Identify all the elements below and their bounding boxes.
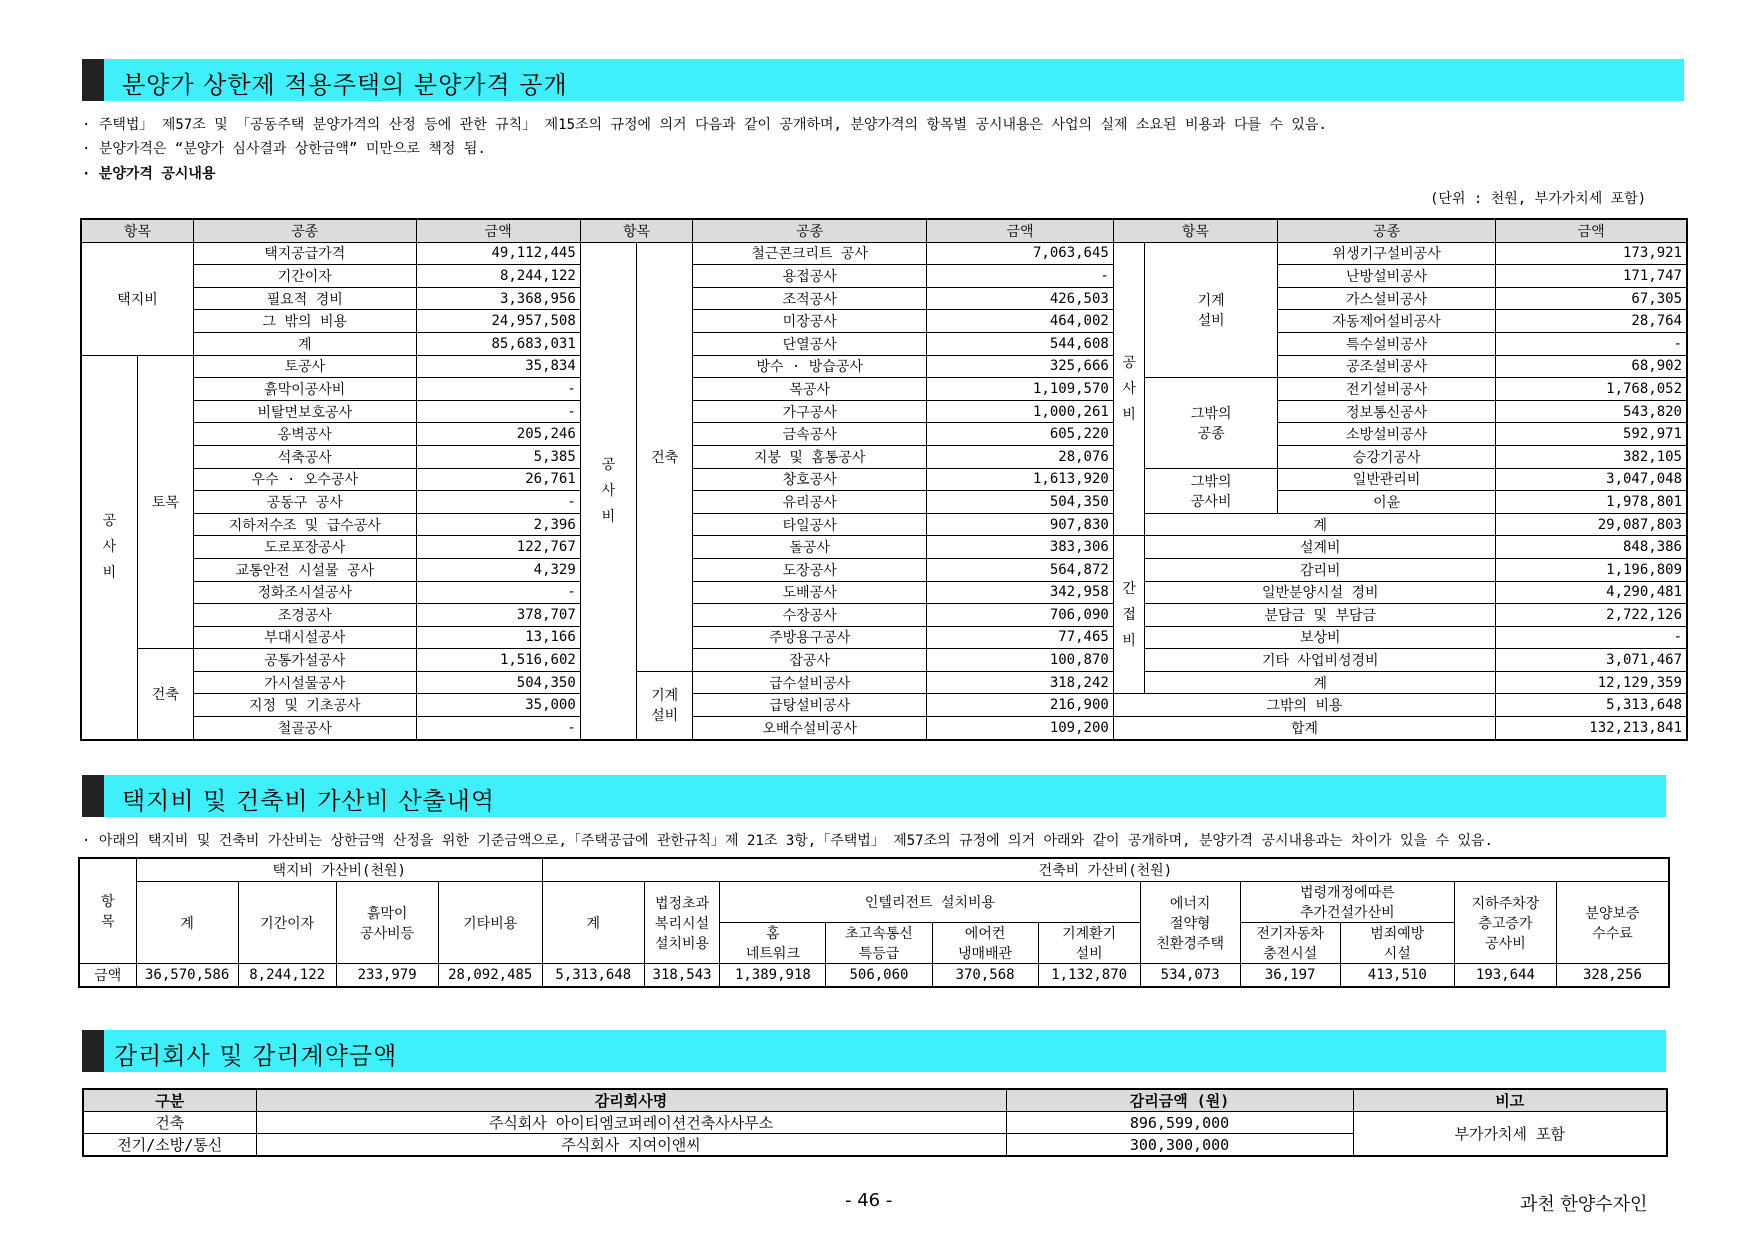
- work-name: 토공사: [193, 355, 416, 378]
- note-line: · 주택법」 제57조 및 「공동주택 분양가격의 산정 등에 관한 규칙」 제15조의 규정에 의거 다음과 같이 공개하며, 분양가격의 항목별 공시내용은 사업의 실제 소요된 비용과 다를 수 있음.: [82, 117, 1327, 133]
- group-civil: 토목: [137, 355, 193, 649]
- work-name: 흙막이공사비: [193, 378, 416, 401]
- t3-remark: 부가가치세 포함: [1353, 1112, 1667, 1157]
- grand-total-label: 합계: [1113, 717, 1495, 740]
- t3-company: 주식회사 지여이앤씨: [256, 1134, 1006, 1157]
- amount-value: 67,305: [1496, 287, 1687, 310]
- work-name: 지하저수조 및 급수공사: [193, 513, 416, 536]
- amount-value: 426,503: [927, 287, 1114, 310]
- amount-value: 1,978,801: [1496, 491, 1687, 514]
- supervision-table: [82, 1088, 1668, 1157]
- work-name: 보상비: [1145, 626, 1496, 649]
- amount-value: 85,683,031: [416, 332, 580, 355]
- amount-value: 543,820: [1496, 400, 1687, 423]
- t2-value: 506,060: [826, 964, 932, 988]
- amount-value: 2,722,126: [1496, 604, 1687, 627]
- work-name: 계: [193, 332, 416, 355]
- amount-value: 544,608: [927, 332, 1114, 355]
- amount-value: 1,516,602: [416, 649, 580, 672]
- amount-value: 706,090: [927, 604, 1114, 627]
- work-name: 승강기공사: [1278, 445, 1496, 468]
- section-mark: [82, 775, 104, 817]
- t2-value: 1,389,918: [720, 964, 826, 988]
- amount-value: 1,613,920: [927, 468, 1114, 491]
- work-name: 공동구 공사: [193, 491, 416, 514]
- amount-value: 3,368,956: [416, 287, 580, 310]
- work-name: 난방설비공사: [1278, 265, 1496, 288]
- amount-value: -: [416, 491, 580, 514]
- work-name: 돌공사: [693, 536, 927, 559]
- amount-value: 205,246: [416, 423, 580, 446]
- section-title-bar-additional: [82, 775, 1666, 817]
- work-name: 기타 사업비성경비: [1145, 649, 1496, 672]
- note-line: · 분양가격 공시내용: [82, 166, 216, 182]
- work-name: 타일공사: [693, 513, 927, 536]
- amount-value: 7,063,645: [927, 242, 1114, 265]
- t2-value: 318,543: [644, 964, 720, 988]
- group-other-work: 그밖의 공종: [1145, 378, 1278, 468]
- t2-h-interest: 기간이자: [238, 882, 336, 964]
- t2-h-legal: 법정초과 복리시설 설치비용: [644, 882, 720, 964]
- work-name: 조적공사: [693, 287, 927, 310]
- amount-value: -: [416, 378, 580, 401]
- work-name: 필요적 경비: [193, 287, 416, 310]
- t2-h-hispeed: 초고속통신 특등급: [826, 923, 932, 964]
- work-name: 지붕 및 홈통공사: [693, 445, 927, 468]
- group-other-cost: 그밖의 공사비: [1145, 468, 1278, 513]
- work-name: 기간이자: [193, 265, 416, 288]
- work-name: 잡공사: [693, 649, 927, 672]
- amount-value: 564,872: [927, 558, 1114, 581]
- t2-value: 36,570,586: [136, 964, 238, 988]
- work-name: 우수 · 오수공사: [193, 468, 416, 491]
- work-name: 일반관리비: [1278, 468, 1496, 491]
- work-name: 석축공사: [193, 445, 416, 468]
- section-title-bar-price: [82, 59, 1684, 101]
- group-const: 공 사 비: [81, 355, 137, 740]
- amount-value: 5,385: [416, 445, 580, 468]
- work-name: 수장공사: [693, 604, 927, 627]
- amount-value: 49,112,445: [416, 242, 580, 265]
- other-expense-value: 5,313,648: [1496, 694, 1687, 717]
- t3-header: 구분: [83, 1089, 256, 1112]
- amount-value: 35,000: [416, 694, 580, 717]
- work-name: 철근콘크리트 공사: [693, 242, 927, 265]
- amount-value: 504,350: [927, 491, 1114, 514]
- work-name: 부대시설공사: [193, 626, 416, 649]
- work-name: 공통가설공사: [193, 649, 416, 672]
- section-mark: [82, 59, 104, 101]
- amount-value: 26,761: [416, 468, 580, 491]
- t2-h-sum1: 계: [136, 882, 238, 964]
- additional-cost-table: [78, 857, 1670, 988]
- other-expense-label: 그밖의 비용: [1113, 694, 1495, 717]
- work-name: 정보통신공사: [1278, 400, 1496, 423]
- work-name: 방수 · 방습공사: [693, 355, 927, 378]
- t2-value: 233,979: [336, 964, 438, 988]
- group-const: 공 사 비: [580, 242, 636, 740]
- amount-value: 28,076: [927, 445, 1114, 468]
- amount-value: 1,000,261: [927, 400, 1114, 423]
- t3-amount: 300,300,000: [1006, 1134, 1353, 1157]
- amount-value: 342,958: [927, 581, 1114, 604]
- t2-h-etc: 기타비용: [438, 882, 542, 964]
- amount-value: 907,830: [927, 513, 1114, 536]
- work-name: 소방설비공사: [1278, 423, 1496, 446]
- amount-value: 171,747: [1496, 265, 1687, 288]
- group-mech: 기계 설비: [1145, 242, 1278, 378]
- work-name: 오배수설비공사: [693, 717, 927, 740]
- amount-value: 77,465: [927, 626, 1114, 649]
- work-name: 유리공사: [693, 491, 927, 514]
- header-cell: 항목: [81, 219, 193, 242]
- work-name: 조경공사: [193, 604, 416, 627]
- amount-value: 4,329: [416, 558, 580, 581]
- amount-value: 318,242: [927, 671, 1114, 694]
- t2-land-header: 택지비 가산비(천원): [136, 858, 542, 882]
- amount-value: 848,386: [1496, 536, 1687, 559]
- amount-value: 4,290,481: [1496, 581, 1687, 604]
- t3-category: 건축: [83, 1112, 256, 1134]
- page-number: - 46 -: [845, 1190, 893, 1211]
- section-title: 택지비 및 건축비 가산비 산출내역: [122, 787, 496, 815]
- work-name: 단열공사: [693, 332, 927, 355]
- amount-value: 12,129,359: [1496, 671, 1687, 694]
- unit-note: (단위 : 천원, 부가가치세 포함): [1430, 191, 1647, 207]
- t3-company: 주식회사 아이티엠코퍼레이션건축사사무소: [256, 1112, 1006, 1134]
- amount-value: 1,196,809: [1496, 558, 1687, 581]
- work-name: 도장공사: [693, 558, 927, 581]
- work-name: 창호공사: [693, 468, 927, 491]
- amount-value: 24,957,508: [416, 310, 580, 333]
- amount-value: -: [416, 717, 580, 740]
- amount-value: 28,764: [1496, 310, 1687, 333]
- t2-h-vent: 기계환기 설비: [1038, 923, 1140, 964]
- subtotal-value: 29,087,803: [1496, 513, 1687, 536]
- t2-value: 193,644: [1454, 964, 1556, 988]
- group-land: 택지비: [81, 242, 193, 355]
- group-bldg: 건축: [137, 649, 193, 740]
- work-name: 도로포장공사: [193, 536, 416, 559]
- amount-value: 605,220: [927, 423, 1114, 446]
- amount-value: 68,902: [1496, 355, 1687, 378]
- work-name: 감리비: [1145, 558, 1496, 581]
- amount-value: 325,666: [927, 355, 1114, 378]
- t3-category: 전기/소방/통신: [83, 1134, 256, 1157]
- grand-total-value: 132,213,841: [1496, 717, 1687, 740]
- t2-value: 370,568: [932, 964, 1038, 988]
- t2-value: 8,244,122: [238, 964, 336, 988]
- header-cell: 금액: [1496, 219, 1687, 242]
- subtotal-label: 계: [1145, 513, 1496, 536]
- t2-value: 5,313,648: [542, 964, 644, 988]
- t2-value: 534,073: [1140, 964, 1240, 988]
- t2-value: 1,132,870: [1038, 964, 1140, 988]
- amount-value: 3,047,048: [1496, 468, 1687, 491]
- header-cell: 공종: [1278, 219, 1496, 242]
- group-indirect: 간 접 비: [1113, 536, 1144, 694]
- amount-value: 122,767: [416, 536, 580, 559]
- header-cell: 공종: [693, 219, 927, 242]
- t2-value: 413,510: [1340, 964, 1454, 988]
- group-mech: 기계 설비: [637, 671, 693, 739]
- amount-value: 1,768,052: [1496, 378, 1687, 401]
- amount-value: 100,870: [927, 649, 1114, 672]
- section-title: 분양가 상한제 적용주택의 분양가격 공개: [122, 71, 568, 99]
- work-name: 자동제어설비공사: [1278, 310, 1496, 333]
- section-mark: [82, 1030, 104, 1072]
- t2-h-law: 법령개정에따른 추가건설가산비: [1240, 882, 1454, 923]
- amount-value: 216,900: [927, 694, 1114, 717]
- t2-row-label: 금액: [79, 964, 136, 988]
- section-title: 감리회사 및 감리계약금액: [114, 1042, 398, 1070]
- amount-value: -: [416, 400, 580, 423]
- work-name: 설계비: [1145, 536, 1496, 559]
- t2-value: 328,256: [1556, 964, 1669, 988]
- amount-value: -: [416, 581, 580, 604]
- work-name: 도배공사: [693, 581, 927, 604]
- work-name: 옹벽공사: [193, 423, 416, 446]
- work-name: 비탈면보호공사: [193, 400, 416, 423]
- price-disclosure-table: [80, 218, 1688, 741]
- t3-header: 감리회사명: [256, 1089, 1006, 1112]
- work-name: 급탕설비공사: [693, 694, 927, 717]
- amount-value: -: [1496, 626, 1687, 649]
- work-name: 분담금 및 부담금: [1145, 604, 1496, 627]
- work-name: 정화조시설공사: [193, 581, 416, 604]
- work-name: 일반분양시설 경비: [1145, 581, 1496, 604]
- header-cell: 항목: [1113, 219, 1277, 242]
- footer-brand: 과천 한양수자인: [1520, 1194, 1648, 1215]
- header-cell: 금액: [416, 219, 580, 242]
- work-name: 위생기구설비공사: [1278, 242, 1496, 265]
- work-name: 이윤: [1278, 491, 1496, 514]
- amount-value: 464,002: [927, 310, 1114, 333]
- t2-h-aircon: 에어컨 냉매배관: [932, 923, 1038, 964]
- amount-value: -: [927, 265, 1114, 288]
- work-name: 전기설비공사: [1278, 378, 1496, 401]
- work-name: 가시설물공사: [193, 671, 416, 694]
- amount-value: 378,707: [416, 604, 580, 627]
- amount-value: 382,105: [1496, 445, 1687, 468]
- group-const: 공 사 비: [1113, 242, 1144, 536]
- t2-h-homenet: 홈 네트워크: [720, 923, 826, 964]
- t2-h-ev: 전기자동차 충전시설: [1240, 923, 1340, 964]
- work-name: 목공사: [693, 378, 927, 401]
- work-name: 주방용구공사: [693, 626, 927, 649]
- amount-value: 109,200: [927, 717, 1114, 740]
- amount-value: 173,921: [1496, 242, 1687, 265]
- t2-h-intel: 인텔리전트 설치비용: [720, 882, 1140, 923]
- header-cell: 항목: [580, 219, 692, 242]
- work-name: 가스설비공사: [1278, 287, 1496, 310]
- t2-h-crime: 범죄예방 시설: [1340, 923, 1454, 964]
- work-name: 미장공사: [693, 310, 927, 333]
- t2-item-header: 항 목: [79, 858, 136, 964]
- amount-value: 383,306: [927, 536, 1114, 559]
- work-name: 급수설비공사: [693, 671, 927, 694]
- t3-amount: 896,599,000: [1006, 1112, 1353, 1134]
- amount-value: 504,350: [416, 671, 580, 694]
- work-name: 공조설비공사: [1278, 355, 1496, 378]
- t2-value: 28,092,485: [438, 964, 542, 988]
- t2-value: 36,197: [1240, 964, 1340, 988]
- t2-h-sum2: 계: [542, 882, 644, 964]
- work-name: 금속공사: [693, 423, 927, 446]
- section-title-bar-supervision: [82, 1030, 1666, 1072]
- amount-value: 592,971: [1496, 423, 1687, 446]
- amount-value: -: [1496, 332, 1687, 355]
- work-name: 그 밖의 비용: [193, 310, 416, 333]
- t2-h-shoring: 흙막이 공사비등: [336, 882, 438, 964]
- note-line: · 아래의 택지비 및 건축비 가산비는 상한금액 산정을 위한 기준금액으로,「주택공급에 관한규칙」제 21조 3항,「주택법」 제57조의 규정에 의거 아래와 같이 공개하며, 분양가격 공시내용과는 차이가 있을 수 있음.: [82, 833, 1493, 849]
- t3-header: 감리금액 (원): [1006, 1089, 1353, 1112]
- t2-h-guarantee: 분양보증 수수료: [1556, 882, 1669, 964]
- t2-bldg-header: 건축비 가산비(천원): [542, 858, 1669, 882]
- work-name: 교통안전 시설물 공사: [193, 558, 416, 581]
- work-name: 철골공사: [193, 717, 416, 740]
- amount-value: 35,834: [416, 355, 580, 378]
- work-name: 택지공급가격: [193, 242, 416, 265]
- t3-header: 비고: [1353, 1089, 1667, 1112]
- amount-value: 3,071,467: [1496, 649, 1687, 672]
- work-name: 용접공사: [693, 265, 927, 288]
- amount-value: 8,244,122: [416, 265, 580, 288]
- amount-value: 13,166: [416, 626, 580, 649]
- work-name: 가구공사: [693, 400, 927, 423]
- amount-value: 2,396: [416, 513, 580, 536]
- amount-value: 1,109,570: [927, 378, 1114, 401]
- note-line: · 분양가격은 “분양가 심사결과 상한금액” 미만으로 책정 됨.: [82, 141, 486, 157]
- header-cell: 금액: [927, 219, 1114, 242]
- work-name: 지정 및 기초공사: [193, 694, 416, 717]
- work-name: 계: [1145, 671, 1496, 694]
- header-cell: 공종: [193, 219, 416, 242]
- group-bldg: 건축: [637, 242, 693, 671]
- t2-h-parking: 지하주차장 층고증가 공사비: [1454, 882, 1556, 964]
- t2-h-energy: 에너지 절약형 친환경주택: [1140, 882, 1240, 964]
- work-name: 특수설비공사: [1278, 332, 1496, 355]
